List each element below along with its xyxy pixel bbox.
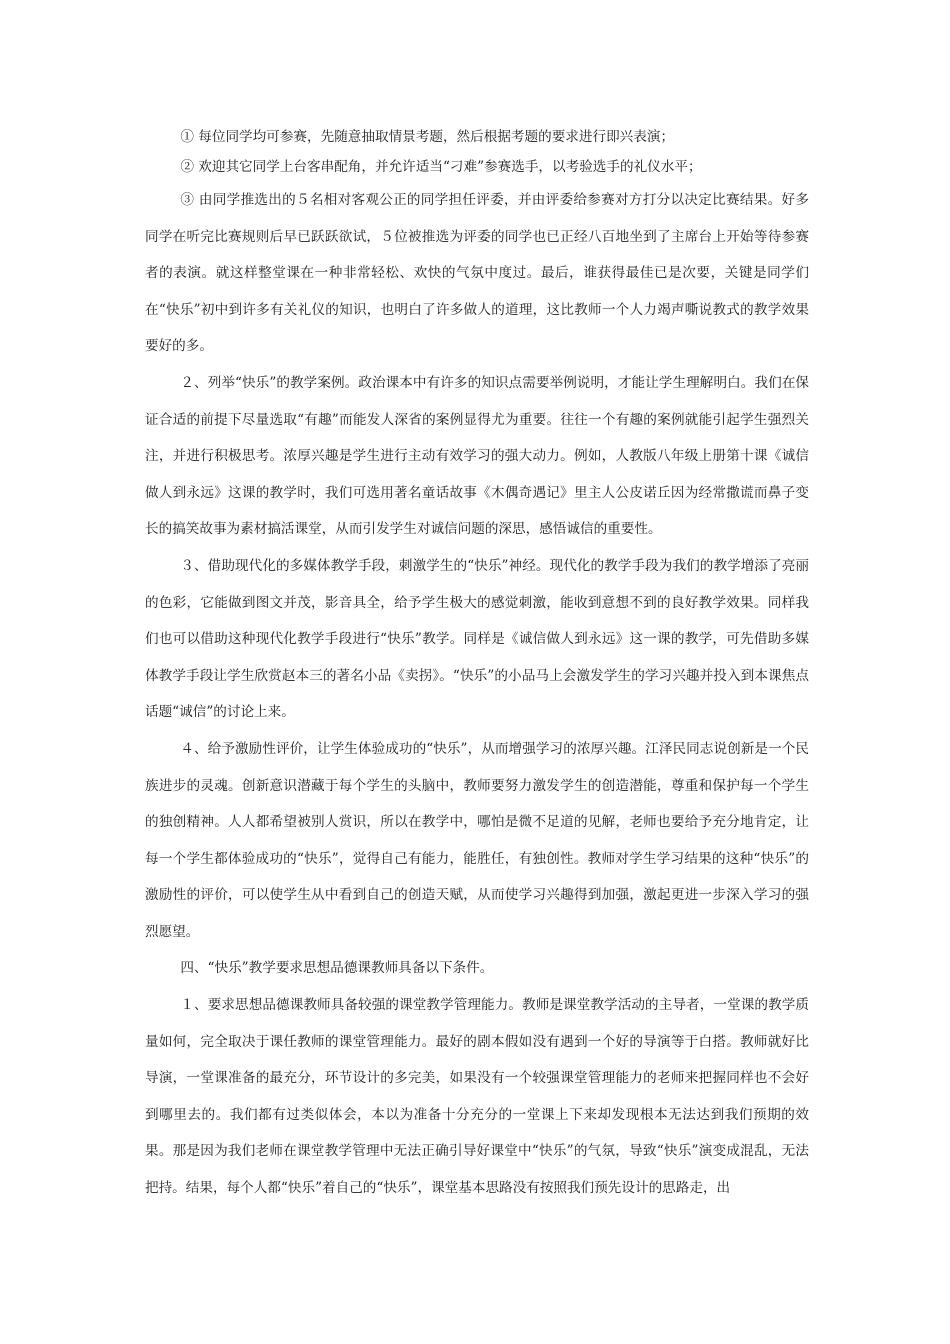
section-paragraph-3: ３、借助现代化的多媒体教学手段，刺激学生的“快乐”神经。现代化的教学手段为我们的教学增添了亮丽的色彩，它能做到图文并茂，影音具全，给予学生极大的感觉刺激，能收到意想不到的良好教学效果。同样我们也可以借助这种现代化教学手段进行“快乐”教学。同样是《诚信做人到永远》这一课的教学，可先借助多媒体教学手段让学生欣赏赵本三的著名小品《卖拐》。“快乐”的小品马上会激发学生的学习兴趣并投入到本课焦点话题“诚信”的讨论上来。 [145, 557, 809, 721]
rule-item-2: ② 欢迎其它同学上台客串配角，并允许适当“刁难”参赛选手，以考验选手的礼仪水平； [180, 159, 702, 175]
section-paragraph-4: ４、给予激励性评价，让学生体验成功的“快乐”，从而增强学习的浓厚兴趣。江泽民同志说创新是一个民族进步的灵魂。创新意识潜藏于每个学生的头脑中，教师要努力激发学生的创造潜能，尊重和保护每一个学生的独创精神。人人都希望被别人赏识，所以在教学中，哪怕是微不足道的见解，老师也要给予充分地肯定，让每一个学生都体验成功的“快乐”，觉得自己有能力，能胜任，有独创性。教师对学生学习结果的这种“快乐”的激励性的评价，可以使学生从中看到自己的创造天赋，从而使学习兴趣得到加强，激起更进一步深入学习的强烈愿望。 [145, 740, 809, 940]
section-heading-4: 四、“快乐”教学要求思想品德课教师具备以下条件。 [180, 960, 494, 977]
rule-item-3: ③ 由同学推选出的５名相对客观公正的同学担任评委，并由评委给参赛对方打分以决定比赛结果。好多同学在听完比赛规则后早已跃跃欲试，５位被推选为评委的同学也已正经八百地坐到了主席台上开始等待参赛者的表演。就这样整堂课在一种非常轻松、欢快的气氛中度过。最后，谁获得最佳已是次要，关键是同学们在“快乐”初中到许多有关礼仪的知识，也明白了许多做人的道理，这比教师一个人力竭声嘶说教式的教学效果要好的多。 [145, 192, 809, 355]
rule-item-1: ① 每位同学均可参赛，先随意抽取情景考题，然后根据考题的要求进行即兴表演； [180, 129, 675, 145]
document-body [145, 122, 809, 1207]
section-paragraph-2: ２、列举“快乐”的教学案例。政治课本中有许多的知识点需要举例说明，才能让学生理解明白。我们在保证合适的前提下尽量选取“有趣”而能发人深省的案例显得尤为重要。往往一个有趣的案例就能引起学生强烈关注，并进行积极思考。浓厚兴趣是学生进行主动有效学习的强大动力。例如，人教版八年级上册第十课《诚信做人到永远》这课的教学时，我们可选用著名童话故事《木偶奇遇记》里主人公皮诺丘因为经常撒谎而鼻子变长的搞笑故事为素材搞活课堂，从而引发学生对诚信问题的深思，感悟诚信的重要性。 [145, 374, 809, 538]
condition-paragraph-1: １、要求思想品德课教师具备较强的课堂教学管理能力。教师是课堂教学活动的主导者，一堂课的教学质量如何，完全取决于课任教师的课堂管理能力。最好的剧本假如没有遇到一个好的导演等于白搭。教师就好比导演，一堂课准备的最充分，环节设计的多完美，如果没有一个较强课堂管理能力的老师来把握同样也不会好到哪里去的。我们都有过类似体会，本以为准备十分充分的一堂课上下来却发现根本无法达到我们预期的效果。那是因为我们老师在课堂教学管理中无法正确引导好课堂中“快乐”的气氛，导致“快乐”演变成混乱，无法把持。结果，每个人都“快乐”着自己的“快乐”，课堂基本思路没有按照我们预先设计的思路走，出 [145, 997, 809, 1197]
